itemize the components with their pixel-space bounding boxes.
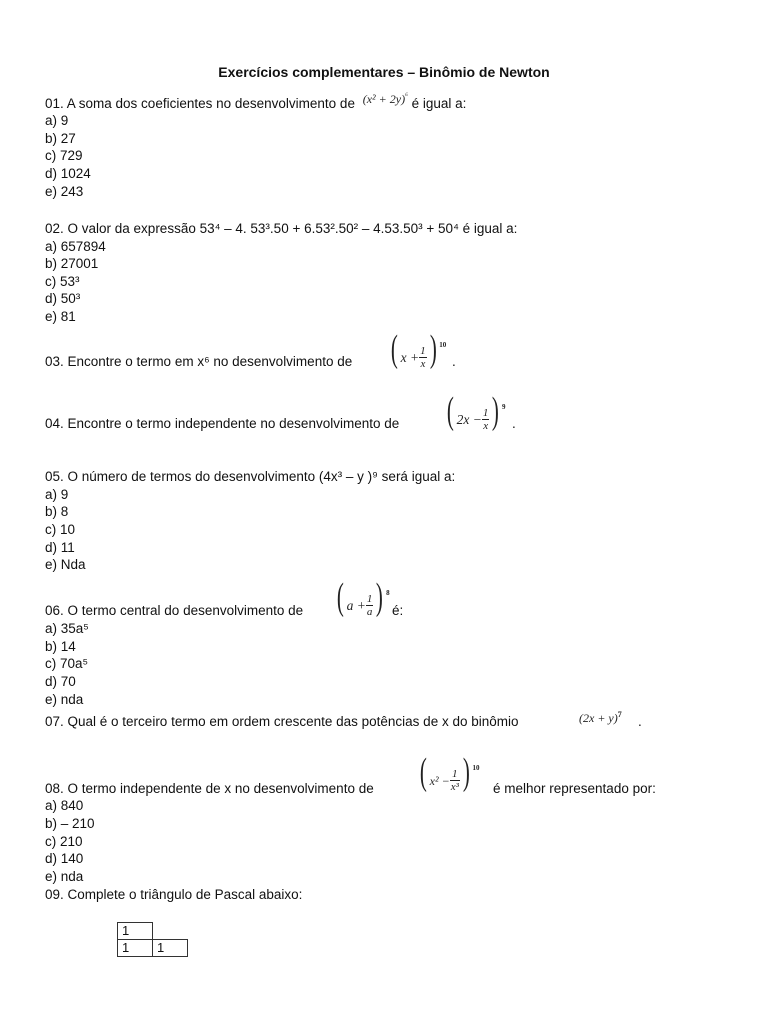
q01-option-a: a) 9 <box>45 113 69 128</box>
pascal-row <box>118 923 188 940</box>
q06-option-b: b) 14 <box>45 639 76 654</box>
q05-option-c: c) 10 <box>45 522 76 537</box>
question-08-text-after: é melhor representado por: <box>493 781 656 796</box>
pascal-cell-empty <box>153 923 188 940</box>
pascal-row <box>118 940 188 957</box>
q06-option-c: c) 70a⁵ <box>45 656 89 671</box>
question-01-expression: $(x^2 + 2y)^{^6}$ <box>362 91 408 106</box>
q02-option-c: c) 53³ <box>45 274 80 289</box>
q08-option-e: e) nda <box>45 869 84 884</box>
q01-option-b: b) 27 <box>45 131 76 146</box>
question-05-text: 05. O número de termos do desenvolvimento (4x³ – y )⁹ será igual a: <box>45 469 456 484</box>
question-03-text: 03. Encontre o termo em x⁶ no desenvolvimento de <box>45 354 353 369</box>
q05-option-a: a) 9 <box>45 487 69 502</box>
q08-option-d: d) 140 <box>45 851 84 866</box>
question-04-expression: ( 2x − $\frac{1}{x}$ ) $^9$ <box>446 390 506 433</box>
question-09-text: 09. Complete o triângulo de Pascal abaixo: <box>45 887 303 902</box>
q06-option-e: e) nda <box>45 692 84 707</box>
question-01-text: 01. A soma dos coeficientes no desenvolvimento de <box>45 96 355 111</box>
q05-option-e: e) Nda <box>45 557 86 572</box>
page-title: Exercícios complementares – Binômio de Newton <box>218 64 550 80</box>
question-04-text: 04. Encontre o termo independente no desenvolvimento de <box>45 416 400 431</box>
q05-option-b: b) 8 <box>45 504 69 519</box>
q01-option-d: d) 1024 <box>45 166 91 181</box>
q05-option-d: d) 11 <box>45 540 75 555</box>
q06-option-a: a) 35a⁵ <box>45 621 89 636</box>
question-04-end: . <box>512 416 516 431</box>
pascal-cell: 1 <box>118 940 153 957</box>
q01-option-c: c) 729 <box>45 148 83 163</box>
q02-option-b: b) 27001 <box>45 256 99 271</box>
question-07-expression: $(2x + y)^7$ <box>579 710 622 725</box>
q02-option-a: a) 657894 <box>45 239 106 254</box>
q06-option-d: d) 70 <box>45 674 76 689</box>
question-01-text-after: é igual a: <box>411 96 467 111</box>
question-03-expression: ( x + $\frac{1}{x}$ ) $^{10}$ <box>390 328 447 371</box>
q08-option-b: b) – 210 <box>45 816 95 831</box>
question-02-text: 02. O valor da expressão 53⁴ – 4. 53³.50 + 6.53².50² – 4.53.50³ + 50⁴ é igual a: <box>45 221 518 236</box>
q08-option-a: a) 840 <box>45 798 84 813</box>
question-03-end: . <box>452 354 456 369</box>
question-06-expression: ( a + $\frac{1}{a}$ ) $^8$ <box>336 576 390 619</box>
q08-option-c: c) 210 <box>45 834 83 849</box>
question-07-text: 07. Qual é o terceiro termo em ordem crescente das potências de x do binômio <box>45 714 519 729</box>
question-01 <box>45 91 467 114</box>
q01-option-e: e) 243 <box>45 184 84 199</box>
pascal-triangle-table <box>117 922 188 957</box>
question-06-text: 06. O termo central do desenvolvimento de <box>45 603 304 618</box>
question-08-text: 08. O termo independente de x no desenvolvimento de <box>45 781 374 796</box>
question-08-expression: ( x² − $\frac{1}{\text{x³}}$ ) $^{10}$ <box>419 751 480 794</box>
question-06-end: é: <box>392 603 404 618</box>
pascal-cell: 1 <box>118 923 153 940</box>
question-07-end: . <box>638 714 642 729</box>
q02-option-e: e) 81 <box>45 309 76 324</box>
q02-option-d: d) 50³ <box>45 291 81 306</box>
pascal-cell: 1 <box>153 940 188 957</box>
